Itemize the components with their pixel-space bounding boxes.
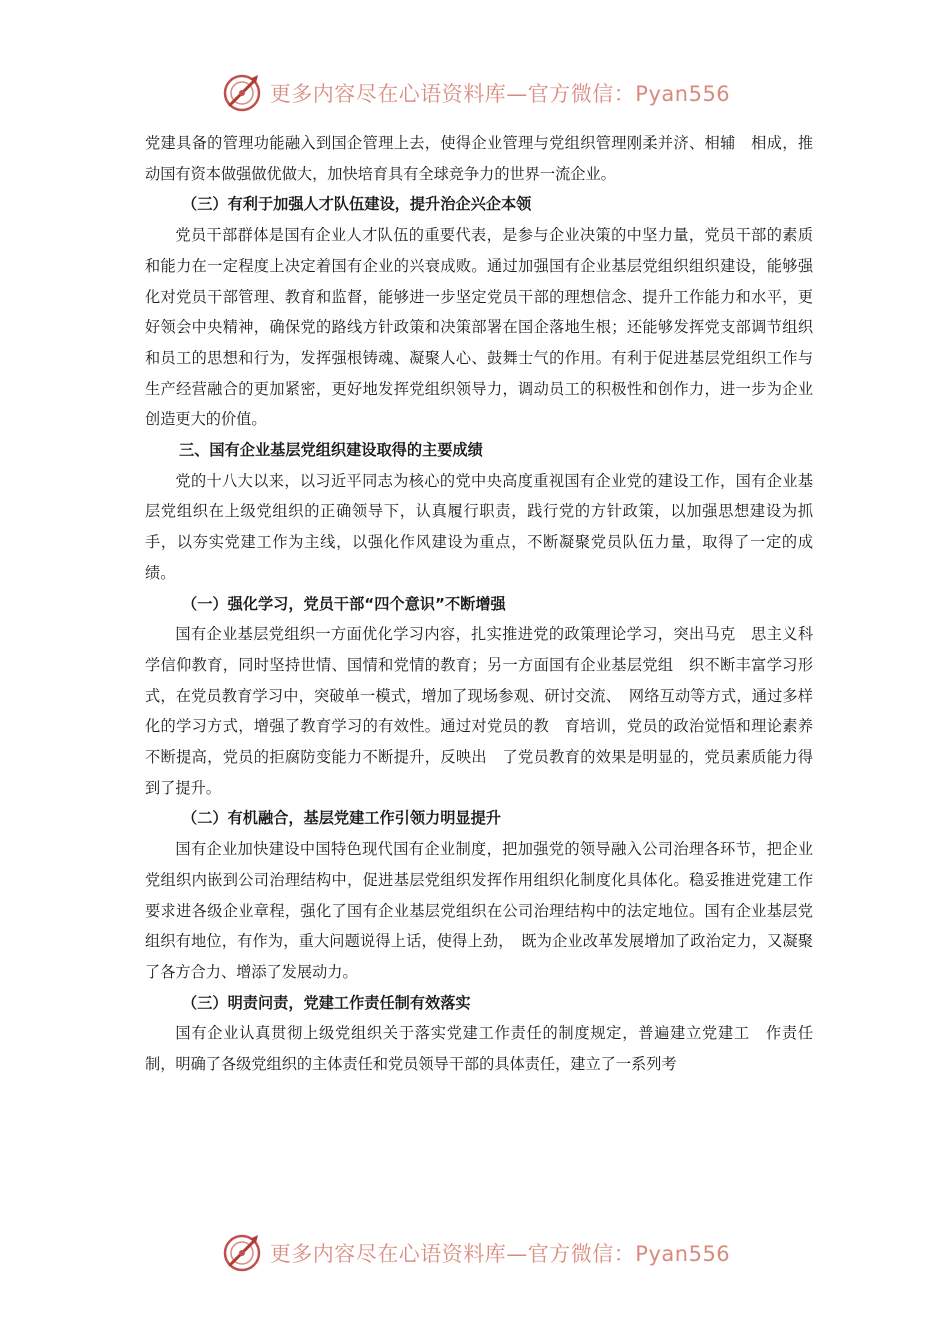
- body-paragraph: 国有企业加快建设中国特色现代国有企业制度，把加强党的领导融入公司治理各环节，把企业党组织内嵌到公司治理结构中，促进基层党组织发挥作用组织化制度化具体化。稳妥推进党建工作要求进各级企业章程，强化了国有企业基层党组织在公司治理结构中的法定地位。国有企业基层党组织有地位，有作为，重大问题说得上话，使得上劲， 既为企业改革发展增加了政治定力，又凝聚了各方合力、增添了发展动力。: [145, 840, 813, 981]
- subsection-heading: （三）明责问责，党建工作责任制有效落实: [182, 993, 471, 1012]
- section-heading: 三、国有企业基层党组织建设取得的主要成绩: [179, 441, 483, 460]
- subsection-heading: （一）强化学习，党员干部“四个意识”不断增强: [182, 594, 506, 613]
- seal-logo-icon: [220, 71, 264, 115]
- seal-logo-icon: [220, 1231, 264, 1275]
- body-paragraph: 国有企业基层党组织一方面优化学习内容，扎实推进党的政策理论学习，突出马克 思主义科学信仰教育，同时坚持世情、国情和党情的教育；另一方面国有企业基层党组 织不断丰富学习形式，在党员教育学习中，突破单一模式，增加了现场参观、研讨交流、 网络互动等方式，通过多样化的学习方式，增强了教育学习的有效性。通过对党员的教 育培训，党员的政治觉悟和理论素养不断提高，党员的拒腐防变能力不断提升，反映出 了党员教育的效果是明显的，党员素质能力得到了提升。: [145, 625, 813, 797]
- body-paragraph: 国有企业认真贯彻上级党组织关于落实党建工作责任的制度规定，普遍建立党建工 作责任制，明确了各级党组织的主体责任和党员领导干部的具体责任，建立了一系列考: [145, 1024, 813, 1074]
- watermark-banner-bottom: [0, 1228, 950, 1278]
- body-paragraph: 党的十八大以来，以习近平同志为核心的党中央高度重视国有企业党的建设工作，国有企业基层党组织在上级党组织的正确领导下，认真履行职责，践行党的方针政策，以加强思想建设为抓手，以夯实党建工作为主线，以强化作风建设为重点，不断凝聚党员队伍力量，取得了一定的成绩。: [145, 471, 813, 582]
- body-paragraph: 党员干部群体是国有企业人才队伍的重要代表，是参与企业决策的中坚力量，党员干部的素质和能力在一定程度上决定着国有企业的兴衰成败。通过加强国有企业基层党组织组织建设，能够强化对党员干部管理、教育和监督，能够进一步坚定党员干部的理想信念、提升工作能力和水平，更好领会中央精神，确保党的路线方针政策和决策部署在国企落地生根；还能够发挥党支部调节组织和员工的思想和行为，发挥强根铸魂、凝聚人心、鼓舞士气的作用。有利于促进基层党组织工作与生产经营融合的更加紧密，更好地发挥党组织领导力，调动员工的积极性和创作力，进一步为企业创造更大的价值。: [145, 226, 813, 429]
- body-paragraph: 党建具备的管理功能融入到国企管理上去，使得企业管理与党组织管理刚柔并济、相辅 相成，推动国有资本做强做优做大，加快培育具有全球竞争力的世界一流企业。: [145, 134, 813, 183]
- subsection-heading: （三）有利于加强人才队伍建设，提升治企兴企本领: [182, 195, 532, 214]
- watermark-text: 更多内容尽在心语资料库—官方微信：Pyan556: [269, 82, 731, 106]
- watermark-banner-top: [0, 68, 950, 118]
- subsection-heading: （二）有机融合，基层党建工作引领力明显提升: [182, 809, 501, 828]
- document-body: [145, 128, 813, 1080]
- watermark-text: 更多内容尽在心语资料库—官方微信：Pyan556: [269, 1242, 731, 1266]
